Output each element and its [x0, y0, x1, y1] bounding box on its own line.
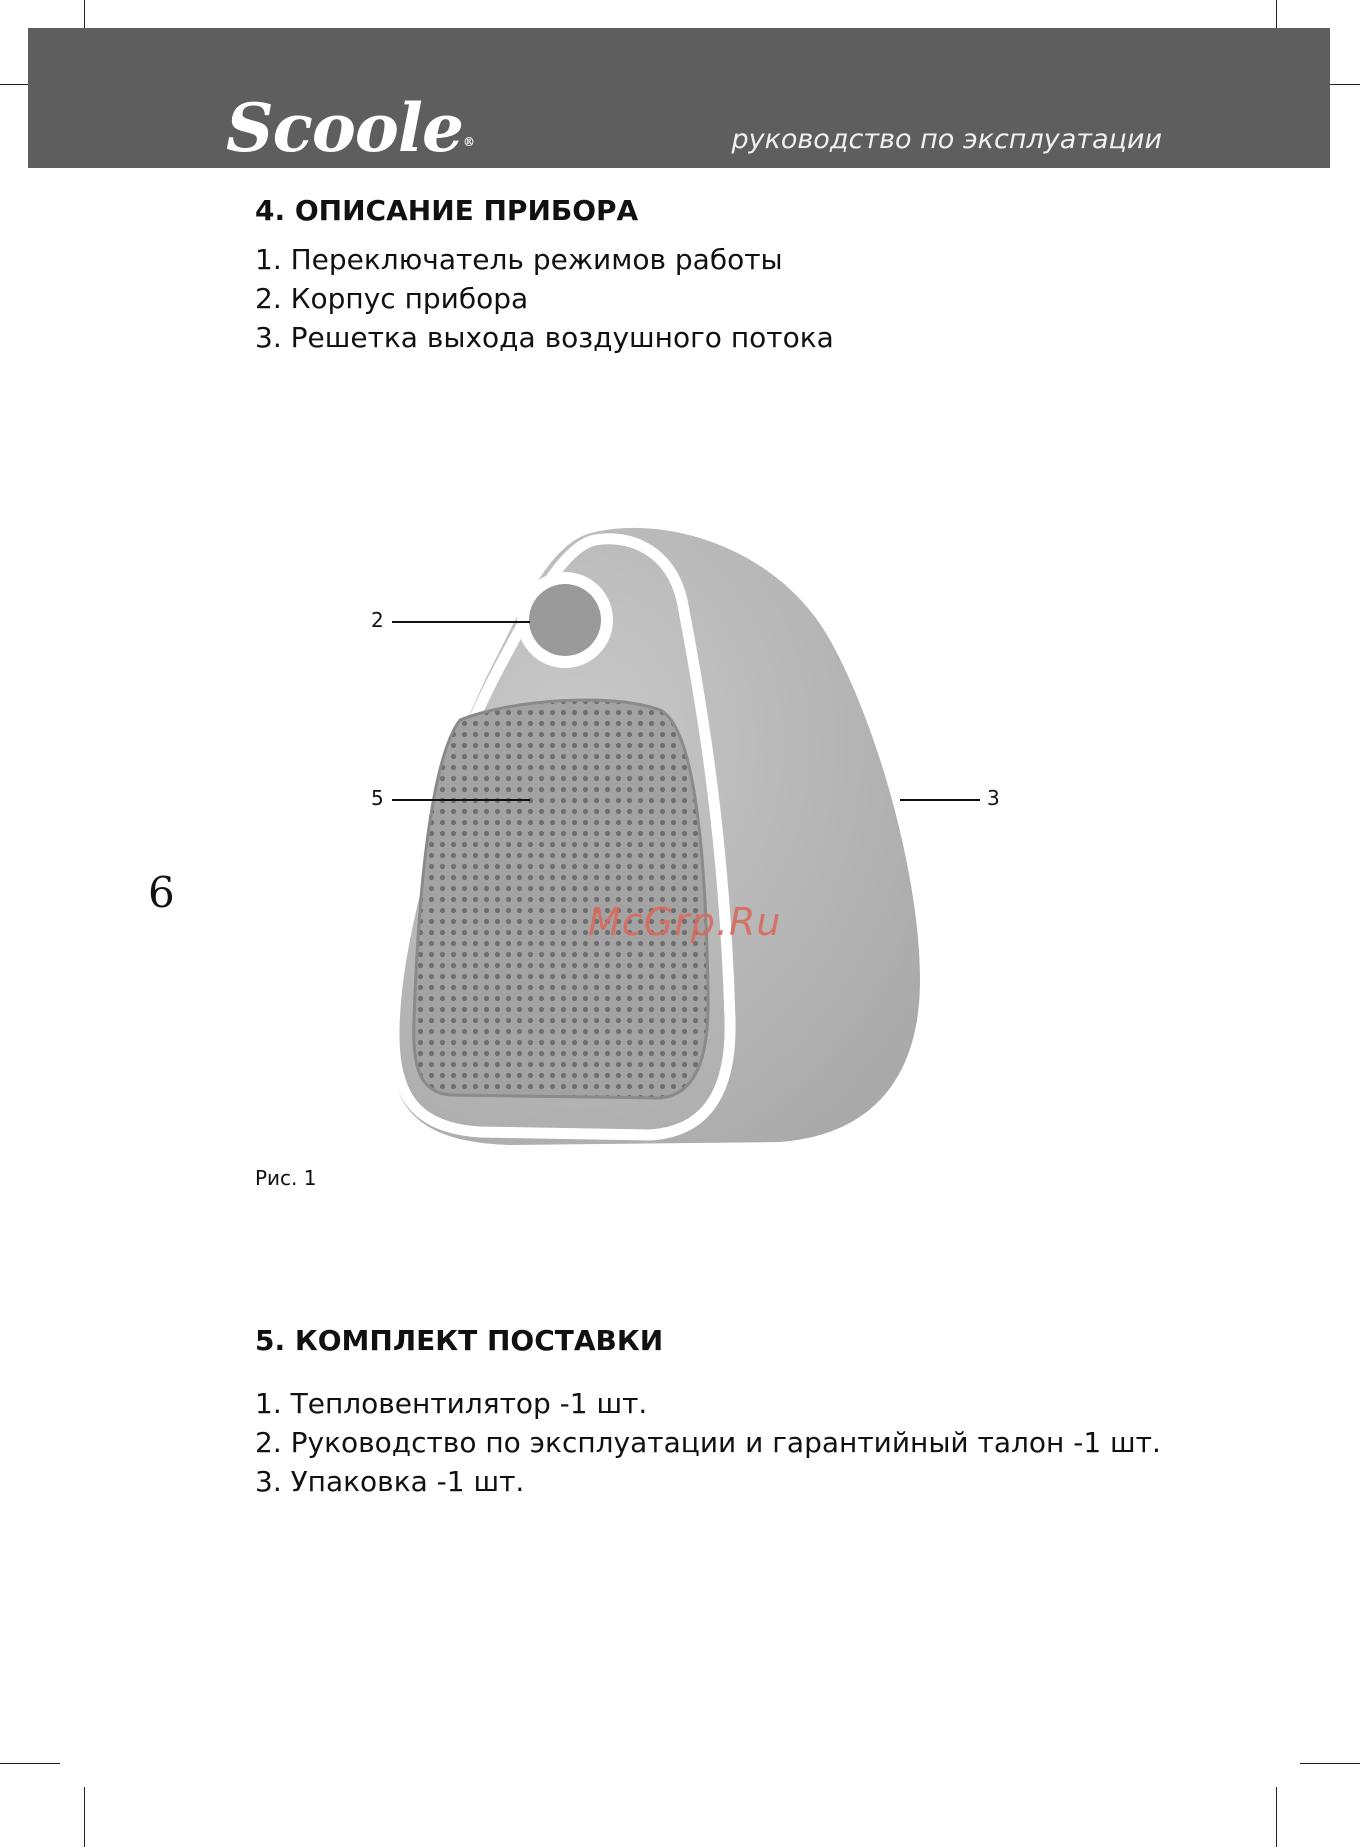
list-item: 1. Тепловентилятор -1 шт. — [255, 1387, 648, 1420]
section-4-list — [255, 240, 834, 357]
crop-mark — [0, 1763, 60, 1764]
list-item: 2. Руководство по эксплуатации и гарантийный талон -1 шт. — [255, 1426, 1161, 1459]
list-item: 1. Переключатель режимов работы — [255, 243, 783, 276]
air-outlet-grille — [414, 700, 708, 1098]
list-item: 2. Корпус прибора — [255, 282, 529, 315]
callout-label-3: 3 — [987, 786, 1000, 810]
section-5-list — [255, 1384, 1161, 1501]
crop-mark — [84, 1787, 85, 1847]
page-number: 6 — [148, 868, 175, 917]
mode-knob — [529, 584, 601, 656]
section-4-heading: 4. ОПИСАНИЕ ПРИБОРА — [255, 194, 639, 227]
figure-caption: Рис. 1 — [255, 1166, 317, 1190]
section-5-heading: 5. КОМПЛЕКТ ПОСТАВКИ — [255, 1324, 664, 1357]
callout-label-5: 5 — [371, 786, 384, 810]
registered-mark: ® — [462, 135, 474, 149]
crop-mark — [1300, 1763, 1360, 1764]
crop-mark — [1276, 1787, 1277, 1847]
manual-subtitle: руководство по эксплуатации — [731, 124, 1162, 155]
watermark-text: McGrp.Ru — [588, 900, 782, 944]
callout-label-2: 2 — [371, 608, 384, 632]
heater-illustration — [360, 520, 1020, 1160]
list-item: 3. Решетка выхода воздушного потока — [255, 321, 834, 354]
list-item: 3. Упаковка -1 шт. — [255, 1465, 525, 1498]
brand-name: Scoole — [226, 89, 463, 167]
brand-logo — [226, 88, 474, 168]
